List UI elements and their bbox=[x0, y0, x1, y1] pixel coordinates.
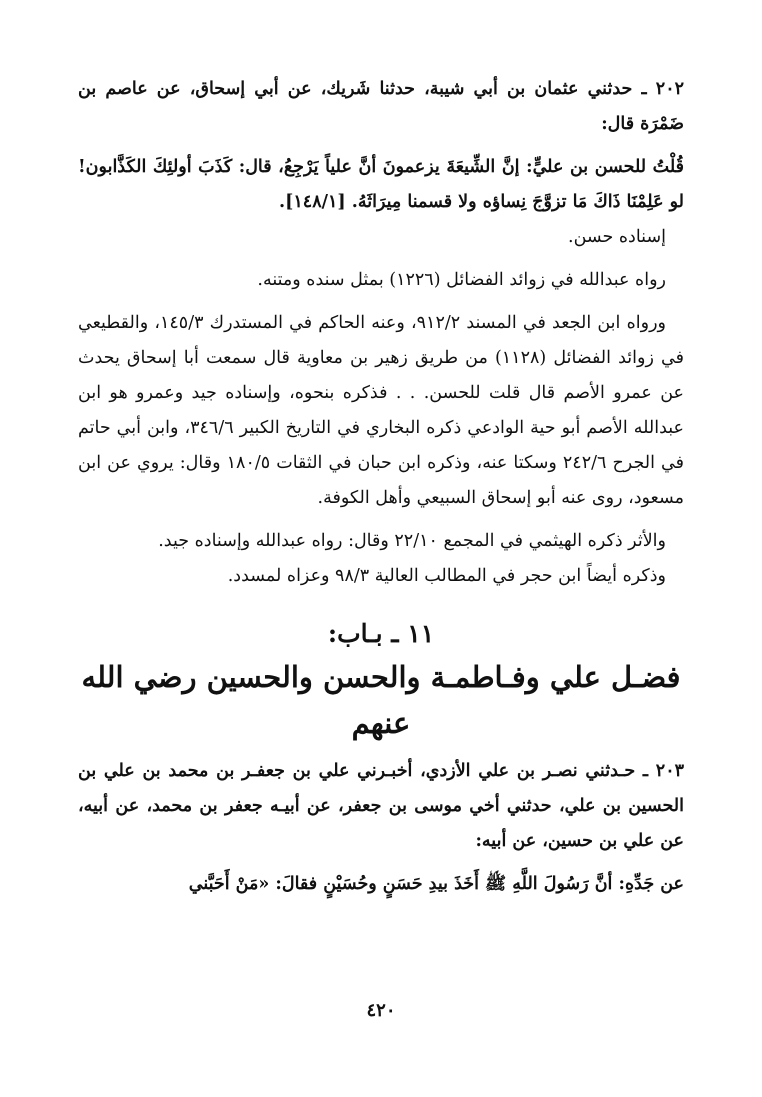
takhrij-paragraph-2: ورواه ابن الجعد في المسند ٩١٢/٢، وعنه الحاكم في المستدرك ١٤٥/٣، والقطيعي في زوائد الفضائل (١١٢٨) من طريق زهير بن معاوية قال سمعت أبا إسحاق يحدث عن عمرو الأصم قال قلت للحسن. . . فذكره بنحوه، وإسناده جيد وعمرو هو ابن عبدالله الأصم أبو حية الوادعي ذكره البخاري في التاريخ الكبير ٣٤٦/٦، وابن أبي حاتم في الجرح ٢٤٢/٦ وسكتا عنه، وذكره ابن حبان في الثقات ١٨٠/٥ وقال: يروي عن ابن مسعود، روى عنه أبو إسحاق السبيعي وأهل الكوفة. bbox=[78, 313, 684, 508]
hadith-202-matn: قُلْتُ للحسن بن عليٍّ: إنَّ الشِّيعَةَ يزعمونَ أنَّ علياً يَرْجِعُ، قال: كَذَبَ أولئِكَ الكَذَّابون! لو عَلِمْنَا ذَاكَ مَا تزوَّجَ نِساؤه ولا قسمنا مِيرَاثَهُ. [١٤٨/١]. bbox=[78, 157, 684, 212]
hadith-202-isnad: ٢٠٢ ـ حدثني عثمان بن أبي شيبة، حدثنا شَريك، عن أبي إسحاق، عن عاصم بن ضَمْرَة قال: bbox=[78, 79, 684, 134]
hadith-203-isnad: ٢٠٣ ـ حـدثني نصـر بن علي الأزدي، أخبـرني علي بن جعفـر بن محمد بن علي بن الحسين بن علي، حدثني أخي موسى بن جعفر، عن أبيـه جعفر بن محمد، عن أبيه، عن علي بن حسين، عن أبيه: bbox=[78, 761, 684, 851]
takhrij-paragraph-4: وذكره أيضاً ابن حجر في المطالب العالية ٩٨/٣ وعزاه لمسدد. bbox=[227, 566, 666, 586]
hadith-203-matn: عن جَدِّهِ: أنَّ رَسُولَ اللَّهِ ﷺ أَخَذَ بيدِ حَسَنٍ وحُسَيْنٍ فقالَ: «مَنْ أَحَبَّني bbox=[188, 874, 684, 894]
page-number: ٤٢٠ bbox=[366, 1000, 396, 1021]
chapter-number: ١١ ـ بـاب: bbox=[327, 619, 435, 648]
chapter-title: فضـل علي وفـاطمـة والحسن والحسين رضي الله عنهم bbox=[81, 660, 681, 740]
hadith-202-grade: إسناده حسن. bbox=[568, 227, 666, 247]
takhrij-paragraph-3: والأثر ذكره الهيثمي في المجمع ٢٢/١٠ وقال: رواه عبدالله وإسناده جيد. bbox=[158, 531, 666, 551]
takhrij-paragraph-1: رواه عبدالله في زوائد الفضائل (١٢٢٦) بمثل سنده ومتنه. bbox=[257, 270, 666, 290]
